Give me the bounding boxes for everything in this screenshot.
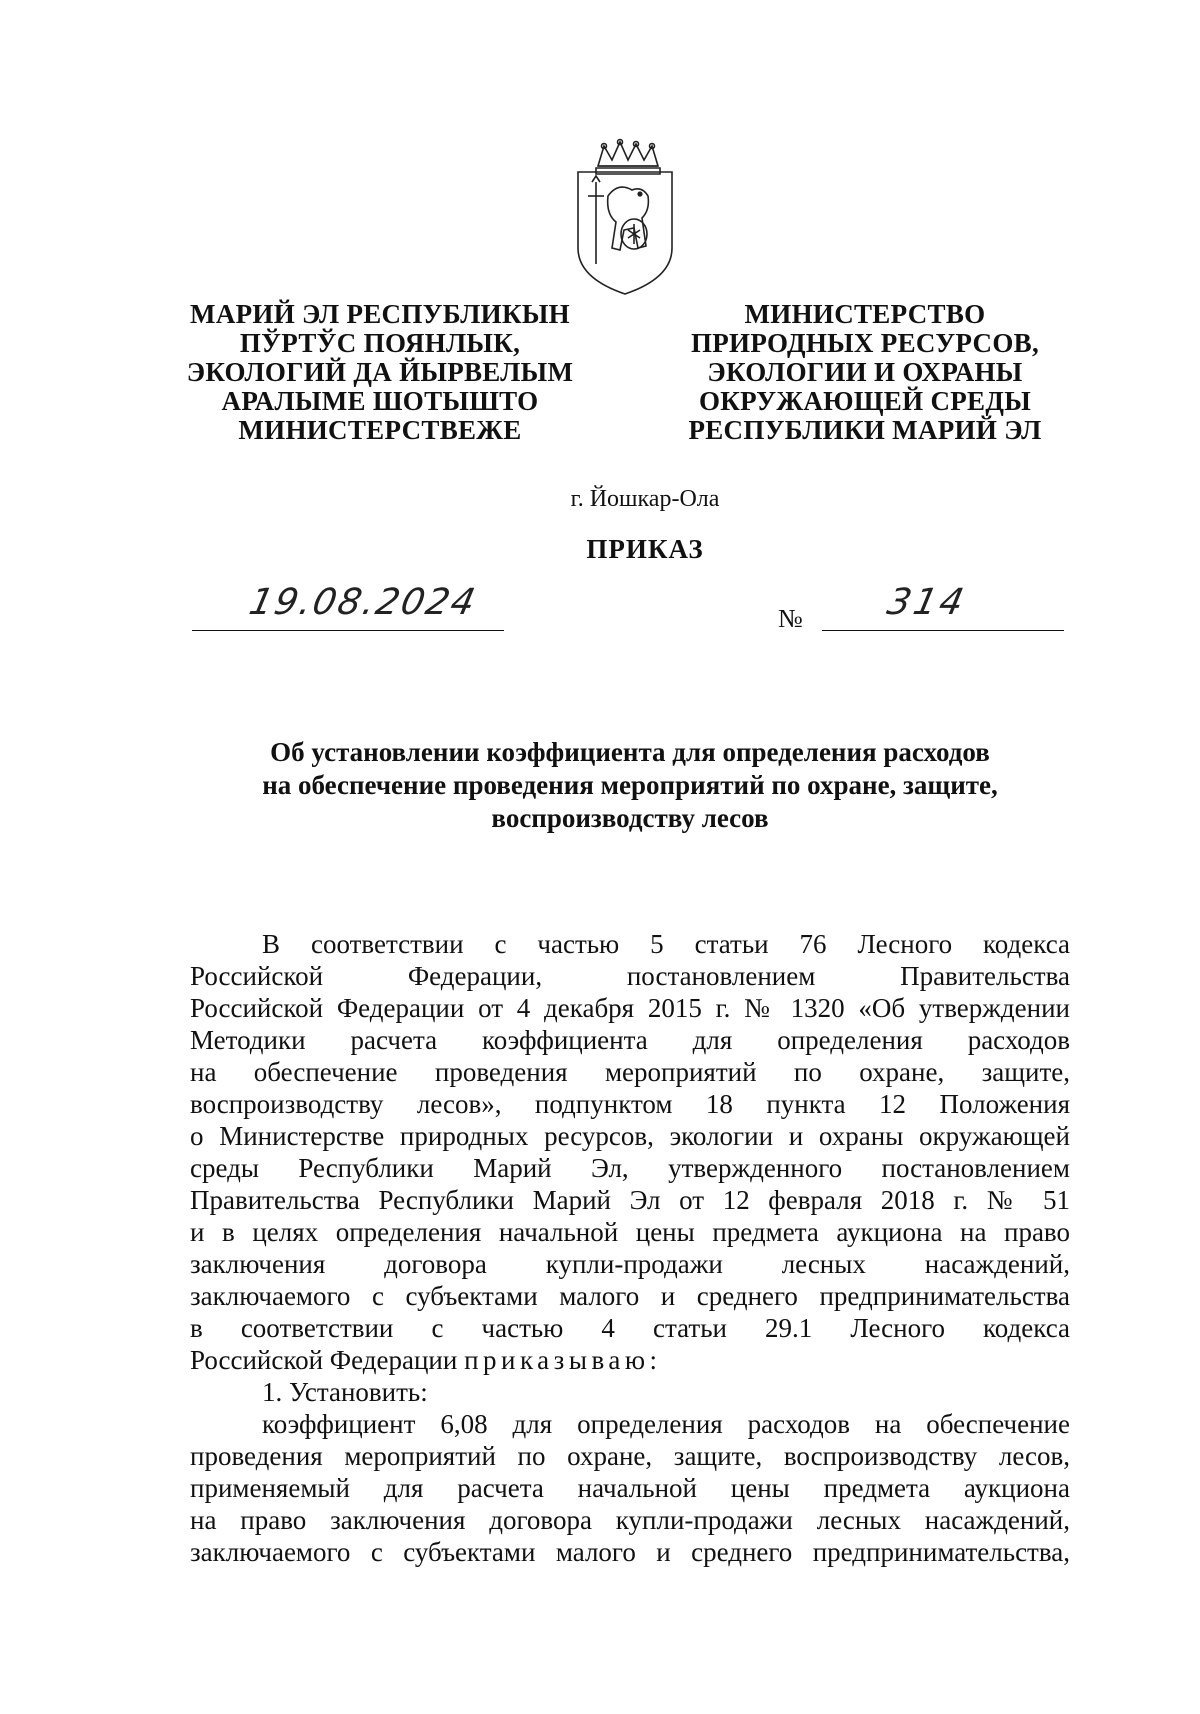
body-line: заключаемого с субъектами малого и среднего предпринимательства, [190, 1537, 1070, 1567]
body-line-item: 1. Установить: [262, 1377, 428, 1407]
body-line: среды Республики Марий Эл, утвержденного постановлением [190, 1153, 1070, 1183]
header-russian-name [665, 300, 1065, 445]
document-title [200, 736, 1060, 835]
header-left-line: ПЎРТЎС ПОЯНЛЫК, [239, 328, 521, 358]
body-line: воспроизводству лесов», подпунктом 18 пункта 12 Положения [190, 1089, 1070, 1119]
number-field [822, 582, 1064, 631]
body-line: Российской Федерации, постановлением Правительства [190, 961, 1070, 991]
body-line: заключения договора купли-продажи лесных насаждений, [190, 1249, 1070, 1279]
header-mari-name [170, 300, 590, 445]
document-type: ПРИКАЗ [586, 534, 704, 564]
body-line-order [190, 1344, 1070, 1376]
body-line: проведения мероприятий по охране, защите, воспроизводству лесов, [190, 1441, 1070, 1471]
body-line: и в целях определения начальной цены предмета аукциона на право [190, 1217, 1070, 1247]
city-line: г. Йошкар-Ола [570, 486, 720, 512]
body-line: в соответствии с частью 4 статьи 29.1 Лесного кодекса [190, 1313, 1070, 1343]
document-body [190, 928, 1070, 1568]
body-line: В соответствии с частью 5 статьи 76 Лесного кодекса [262, 929, 1070, 959]
body-line: Методики расчета коэффициента для определения расходов [190, 1025, 1070, 1055]
header-left-line: ЭКОЛОГИЙ ДА ЙЫРВЕЛЫМ [186, 357, 574, 387]
handwritten-date: 19.08.2024 [245, 582, 481, 623]
body-line: Правительства Республики Марий Эл от 12 февраля 2018 г. № 51 [190, 1185, 1070, 1215]
body-line: применяемый для расчета начальной цены предмета аукциона [190, 1473, 1070, 1503]
header-right-line: РЕСПУБЛИКИ МАРИЙ ЭЛ [688, 415, 1042, 445]
body-line: на обеспечение проведения мероприятий по охране, защите, [190, 1057, 1070, 1087]
header-left-line: МАРИЙ ЭЛ РЕСПУБЛИКЫН [190, 299, 570, 329]
body-line: на право заключения договора купли-продажи лесных насаждений, [190, 1505, 1070, 1535]
body-line: Российской Федерации от 4 декабря 2015 г. № 1320 «Об утверждении [190, 993, 1070, 1023]
title-line: воспроизводству лесов [491, 803, 769, 833]
header-right-line: ЭКОЛОГИИ И ОХРАНЫ [707, 357, 1023, 387]
body-line: заключаемого с субъектами малого и среднего предпринимательства [190, 1281, 1070, 1311]
header-left-line: МИНИСТЕРСТВЕЖЕ [238, 415, 522, 445]
title-line: Об установлении коэффициента для определения расходов [270, 737, 990, 767]
header-left-line: АРАЛЫМЕ ШОТЫШТО [221, 386, 539, 416]
coat-of-arms-emblem [570, 138, 680, 298]
body-line: коэффициент 6,08 для определения расходов на обеспечение [262, 1409, 1070, 1439]
body-line-part: Российской Федерации [190, 1345, 458, 1375]
date-field [192, 582, 504, 631]
header-right-line: ПРИРОДНЫХ РЕСУРСОВ, [690, 328, 1040, 358]
handwritten-number: 314 [883, 582, 971, 623]
body-line: о Министерстве природных ресурсов, экологии и охраны окружающей [190, 1121, 1070, 1151]
header-right-line: ОКРУЖАЮЩЕЙ СРЕДЫ [698, 386, 1032, 416]
title-line: на обеспечение проведения мероприятий по охране, защите, [262, 770, 998, 800]
order-verb: приказываю: [464, 1345, 662, 1375]
number-label: № [778, 604, 803, 633]
header-right-line: МИНИСТЕРСТВО [744, 299, 986, 329]
